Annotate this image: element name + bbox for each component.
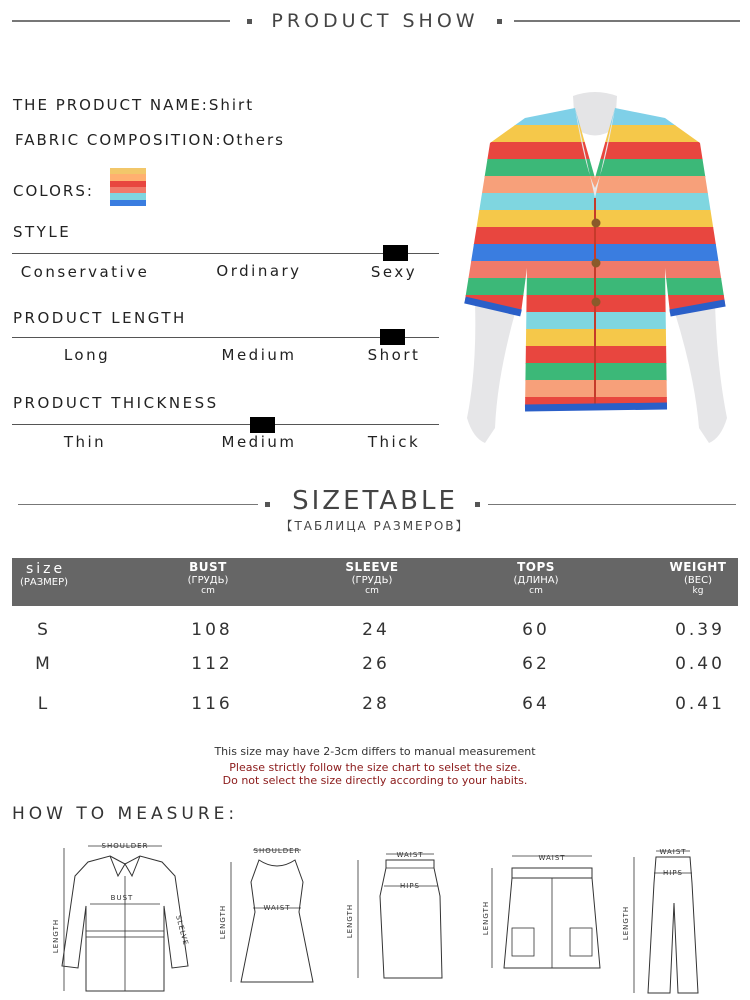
- cell-tops: 62: [522, 654, 550, 674]
- how-to-measure-title: HOW TO MEASURE:: [12, 804, 239, 824]
- cardigan-stripe: [455, 142, 738, 160]
- trousers-hips-label: HIPS: [663, 869, 683, 877]
- style-marker: [383, 245, 408, 261]
- button-3: [592, 298, 601, 307]
- trousers-measure-diagram: [620, 843, 710, 998]
- page-title: PRODUCT SHOW: [271, 10, 479, 32]
- dress-measure-diagram: [215, 842, 315, 992]
- jacket-shoulder-label: SHOULDER: [101, 842, 149, 850]
- sizetable-subtitle: 【ТАБЛИЦА РАЗМЕРОВ】: [280, 519, 470, 533]
- skirt-length-label: LENGTH: [346, 903, 354, 939]
- cell-sleeve: 26: [362, 654, 390, 674]
- sizetable-rule-right: [488, 504, 736, 505]
- cell-size: S: [37, 620, 51, 640]
- trousers-length-label: LENGTH: [622, 905, 630, 941]
- cell-sleeve: 24: [362, 620, 390, 640]
- length-option-long: Long: [63, 346, 111, 364]
- header-size: size (РАЗМЕР): [20, 561, 69, 589]
- size-warning-line-2: Do not select the size directly according to your habits.: [222, 774, 528, 788]
- jacket-length-label: LENGTH: [52, 918, 60, 954]
- cardigan-stripe: [455, 193, 738, 211]
- header-tops: TOPS (ДЛИНА) cm: [513, 560, 559, 597]
- style-option-ordinary: Ordinary: [216, 262, 302, 280]
- cardigan-stripe: [455, 159, 738, 177]
- table-row: [0, 694, 750, 724]
- size-warning-line-1: Please strictly follow the size chart to selset the size.: [229, 761, 521, 774]
- dress-waist-label: WAIST: [263, 904, 291, 912]
- length-scale-line: [12, 337, 439, 338]
- mini-skirt-length-label: LENGTH: [482, 900, 490, 936]
- product-name-label: THE PRODUCT NAME:: [13, 96, 209, 114]
- dress-length-label: LENGTH: [219, 904, 227, 940]
- header-weight: WEIGHT (BEC) kg: [669, 560, 727, 597]
- cell-bust: 112: [191, 654, 233, 674]
- cell-bust: 108: [191, 620, 233, 640]
- button-2: [592, 259, 601, 268]
- size-warning: [0, 761, 750, 787]
- cardigan-stripe: [455, 278, 738, 296]
- jacket-sleeve-label: SLELVE: [174, 914, 190, 947]
- hem-border: [525, 406, 667, 408]
- thickness-scale-line: [12, 424, 439, 425]
- skirt-measure-diagram: [342, 846, 452, 986]
- fabric-label: FABRIC COMPOSITION:: [15, 131, 223, 149]
- length-option-medium: Medium: [221, 346, 297, 364]
- header-sleeve: SLEEVE (ГРУДЬ) cm: [345, 560, 399, 597]
- size-table-header: [12, 558, 738, 606]
- table-row: [0, 654, 750, 684]
- color-swatch[interactable]: [110, 168, 146, 206]
- cell-weight: 0.39: [675, 620, 725, 640]
- mannequin-arm-left: [467, 303, 515, 443]
- style-option-sexy: Sexy: [370, 263, 418, 281]
- trousers-waist-label: WAIST: [659, 848, 687, 856]
- header-square-right: [497, 19, 502, 24]
- button-1: [592, 219, 601, 228]
- dress-shoulder-label: SHOULDER: [253, 847, 301, 855]
- cell-size: M: [35, 654, 53, 674]
- cell-size: L: [37, 694, 51, 714]
- thickness-title: PRODUCT THICKNESS: [13, 394, 219, 412]
- cell-tops: 64: [522, 694, 550, 714]
- cardigan-stripe: [455, 227, 738, 245]
- sizetable-square-right: [475, 502, 480, 507]
- skirt-waist-label: WAIST: [396, 851, 424, 859]
- thickness-marker: [250, 417, 275, 433]
- header-bust: BUST (ГРУДЬ) cm: [187, 560, 229, 597]
- cell-sleeve: 28: [362, 694, 390, 714]
- length-option-short: Short: [367, 346, 421, 364]
- skirt-hips-label: HIPS: [400, 882, 420, 890]
- sizetable-title: SIZETABLE: [292, 486, 458, 516]
- length-marker: [380, 329, 405, 345]
- swatch-stripe: [110, 200, 146, 206]
- header-rule-right: [514, 20, 740, 22]
- thickness-option-thick: Thick: [367, 433, 421, 451]
- style-option-conservative: Conservative: [20, 263, 150, 281]
- product-name-line: [13, 96, 254, 114]
- jacket-measure-diagram: [50, 836, 200, 996]
- cell-weight: 0.40: [675, 654, 725, 674]
- colors-label: COLORS:: [13, 182, 94, 200]
- product-model-image: [455, 88, 738, 468]
- mini-skirt-measure-diagram: [482, 848, 612, 978]
- cell-tops: 60: [522, 620, 550, 640]
- style-scale-line: [12, 253, 439, 254]
- fabric-line: [15, 131, 285, 149]
- product-name-value: Shirt: [208, 96, 255, 114]
- style-title: STYLE: [13, 223, 72, 241]
- length-title: PRODUCT LENGTH: [13, 309, 187, 327]
- cell-weight: 0.41: [675, 694, 725, 714]
- thickness-option-thin: Thin: [63, 433, 107, 451]
- jacket-bust-label: BUST: [110, 894, 134, 902]
- fabric-value: Others: [222, 131, 285, 149]
- mannequin-arm-right: [675, 303, 727, 443]
- measurement-note: This size may have 2-3cm differs to manual measurement: [214, 745, 536, 758]
- cell-bust: 116: [191, 694, 233, 714]
- table-row: [0, 620, 750, 650]
- thickness-option-medium: Medium: [221, 433, 297, 451]
- mini-skirt-waist-label: WAIST: [538, 854, 566, 862]
